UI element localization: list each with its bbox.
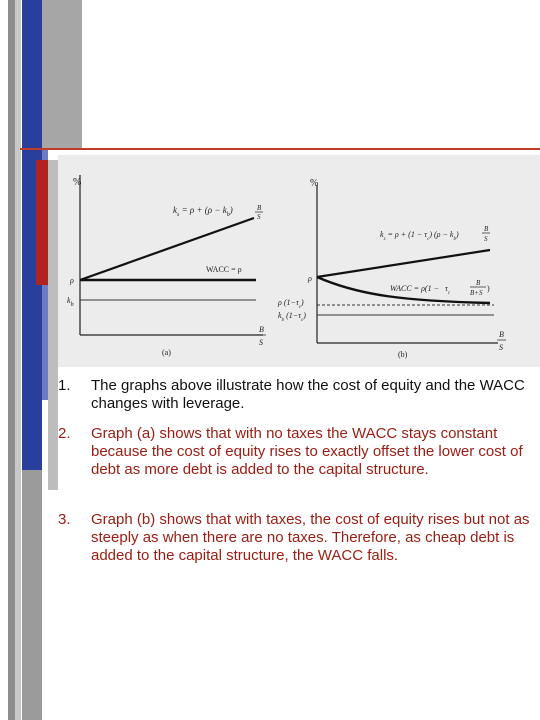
left-gray-bar-lower	[22, 470, 42, 720]
graph-a-y-label: %	[73, 177, 82, 188]
graph-b-x-num: B	[499, 330, 504, 339]
left-gray-bar	[42, 0, 82, 150]
graph-a-rho-label: ρ	[70, 276, 74, 285]
left-red-block	[36, 160, 48, 285]
graph-a-x-num: B	[259, 325, 264, 334]
graph-b-rho-tax-label: ρ $(1-\tau_c)$	[278, 298, 304, 310]
graph-b-ks-label: $k_s$ = $\rho + (1 - \tau_c)$ $(\rho - k_b)$	[380, 230, 459, 242]
left-gray-strip	[8, 0, 15, 720]
graph-b-ks-frac-num: B	[484, 225, 489, 233]
graphs-figure	[58, 155, 540, 367]
graph-a-caption: (a)	[162, 348, 171, 357]
graph-b-wacc-frac-num: B	[476, 279, 481, 287]
graph-b-y-label: %	[310, 178, 319, 189]
graph-b-wacc-close: )	[487, 284, 490, 293]
graph-b-rho-label: ρ	[308, 274, 312, 283]
graph-a-ks-frac-num: B	[257, 204, 262, 212]
red-rule	[20, 148, 540, 150]
point-text: Graph (b) shows that with taxes, the cost of equity rises but not as steeply as when there are no taxes. Therefore, as cheap debt is added to the capital structure, the WACC falls.	[91, 511, 530, 564]
graph-a-kb-label: $k_b$	[67, 296, 74, 308]
point-text: The graphs above illustrate how the cost of equity and the WACC changes with leverage.	[91, 377, 525, 412]
graph-a-x-den: S	[259, 338, 263, 347]
graph-a-ks-frac-den: S	[257, 213, 261, 221]
point-number: 3.	[58, 511, 71, 528]
graph-b-caption: (b)	[398, 350, 408, 359]
point-number: 1.	[58, 377, 71, 394]
point-number: 2.	[58, 425, 71, 442]
svg-text:ks = ρ + (ρ − kb): $k_s$ = $\rho + (\rho - k_b)$	[173, 205, 233, 218]
graph-b-ks-line	[317, 250, 490, 277]
graph-a-wacc-label: WACC = ρ	[206, 265, 242, 274]
graph-b-kb-tax-label: $k_b$ $(1-\tau_c)$	[278, 311, 306, 323]
graph-a	[67, 175, 266, 357]
graph-a-ks-label: k	[173, 205, 177, 215]
graph-b-x-den: S	[499, 343, 503, 352]
left-gray-strip-light	[15, 0, 21, 720]
graph-b	[277, 178, 506, 359]
graph-b-wacc-frac-den: B+S	[470, 289, 483, 297]
graph-b-ks-frac-den: S	[484, 235, 488, 243]
point-text: Graph (a) shows that with no taxes the WACC stays constant because the cost of equity rises to exactly offset the lower cost of debt as more debt is added to the capital structure.	[91, 425, 523, 478]
left-silver-block	[48, 160, 58, 490]
graph-b-wacc-label: WACC = ρ(1 − $\tau_c$	[390, 284, 451, 296]
